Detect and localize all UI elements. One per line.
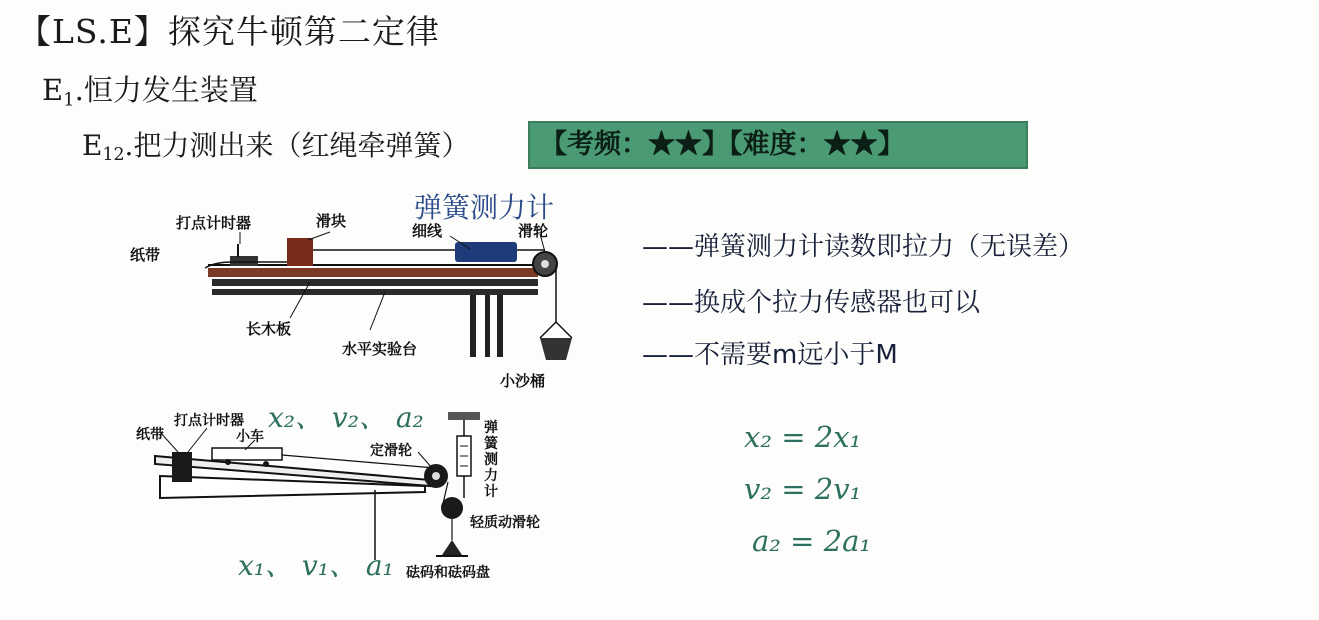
label-board: 长木板 bbox=[246, 320, 292, 338]
label-timer: 打点计时器 bbox=[176, 214, 252, 232]
label-spring-scale: 弹簧测力计 bbox=[414, 191, 555, 224]
vchar: 力 bbox=[484, 468, 498, 484]
section-prefix: E bbox=[42, 73, 64, 107]
board-1 bbox=[208, 265, 538, 295]
vchar: 弹 bbox=[484, 420, 498, 436]
subsection-text: .把力测出来（红绳牵弹簧） bbox=[124, 129, 470, 162]
slider-block bbox=[287, 238, 313, 266]
equation-v: v₂ = 2v₁ bbox=[744, 472, 862, 506]
equation-a: a₂ = 2a₁ bbox=[752, 524, 872, 558]
section-text: .恒力发生装置 bbox=[74, 73, 258, 107]
label2-cart: 小车 bbox=[236, 429, 264, 445]
label-tape: 纸带 bbox=[130, 246, 161, 264]
label-slider: 滑块 bbox=[316, 212, 347, 230]
subsection-prefix: E bbox=[82, 129, 103, 162]
label-bucket: 小沙桶 bbox=[500, 372, 546, 390]
section-sub: 1 bbox=[63, 89, 75, 111]
label2-tape: 纸带 bbox=[136, 427, 164, 443]
label-pulley: 滑轮 bbox=[518, 222, 549, 240]
bottom-variables: x₁、 v₁、 a₁ bbox=[238, 549, 394, 582]
label2-fixed-pulley: 定滑轮 bbox=[370, 443, 412, 459]
top-variables: x₂、 v₂、 a₂ bbox=[268, 401, 424, 434]
subsection-sub: 12 bbox=[102, 145, 125, 166]
timer-shape bbox=[230, 256, 258, 266]
bucket-shape bbox=[540, 338, 572, 360]
note-2: ——换成个拉力传感器也可以 bbox=[642, 288, 981, 318]
note-1: ——弹簧测力计读数即拉力（无误差） bbox=[642, 232, 1085, 262]
frequency-difficulty-tag: 【考频：★★】【难度：★★】 bbox=[528, 121, 1028, 169]
vchar: 测 bbox=[484, 452, 498, 468]
vchar: 计 bbox=[484, 484, 498, 500]
label2-timer: 打点计时器 bbox=[174, 413, 244, 429]
note-3: ——不需要m远小于M bbox=[642, 340, 898, 370]
page-title: 【LS.E】探究牛顿第二定律 bbox=[18, 12, 440, 51]
label2-weights: 砝码和砝码盘 bbox=[406, 565, 490, 581]
label2-moving-pulley: 轻质动滑轮 bbox=[470, 515, 540, 531]
vchar: 簧 bbox=[484, 436, 498, 452]
equation-x: x₂ = 2x₁ bbox=[744, 420, 862, 454]
table-legs bbox=[470, 295, 503, 357]
label-table: 水平实验台 bbox=[342, 340, 418, 358]
label-thread: 细线 bbox=[412, 222, 443, 240]
label2-spring-scale bbox=[484, 420, 498, 500]
